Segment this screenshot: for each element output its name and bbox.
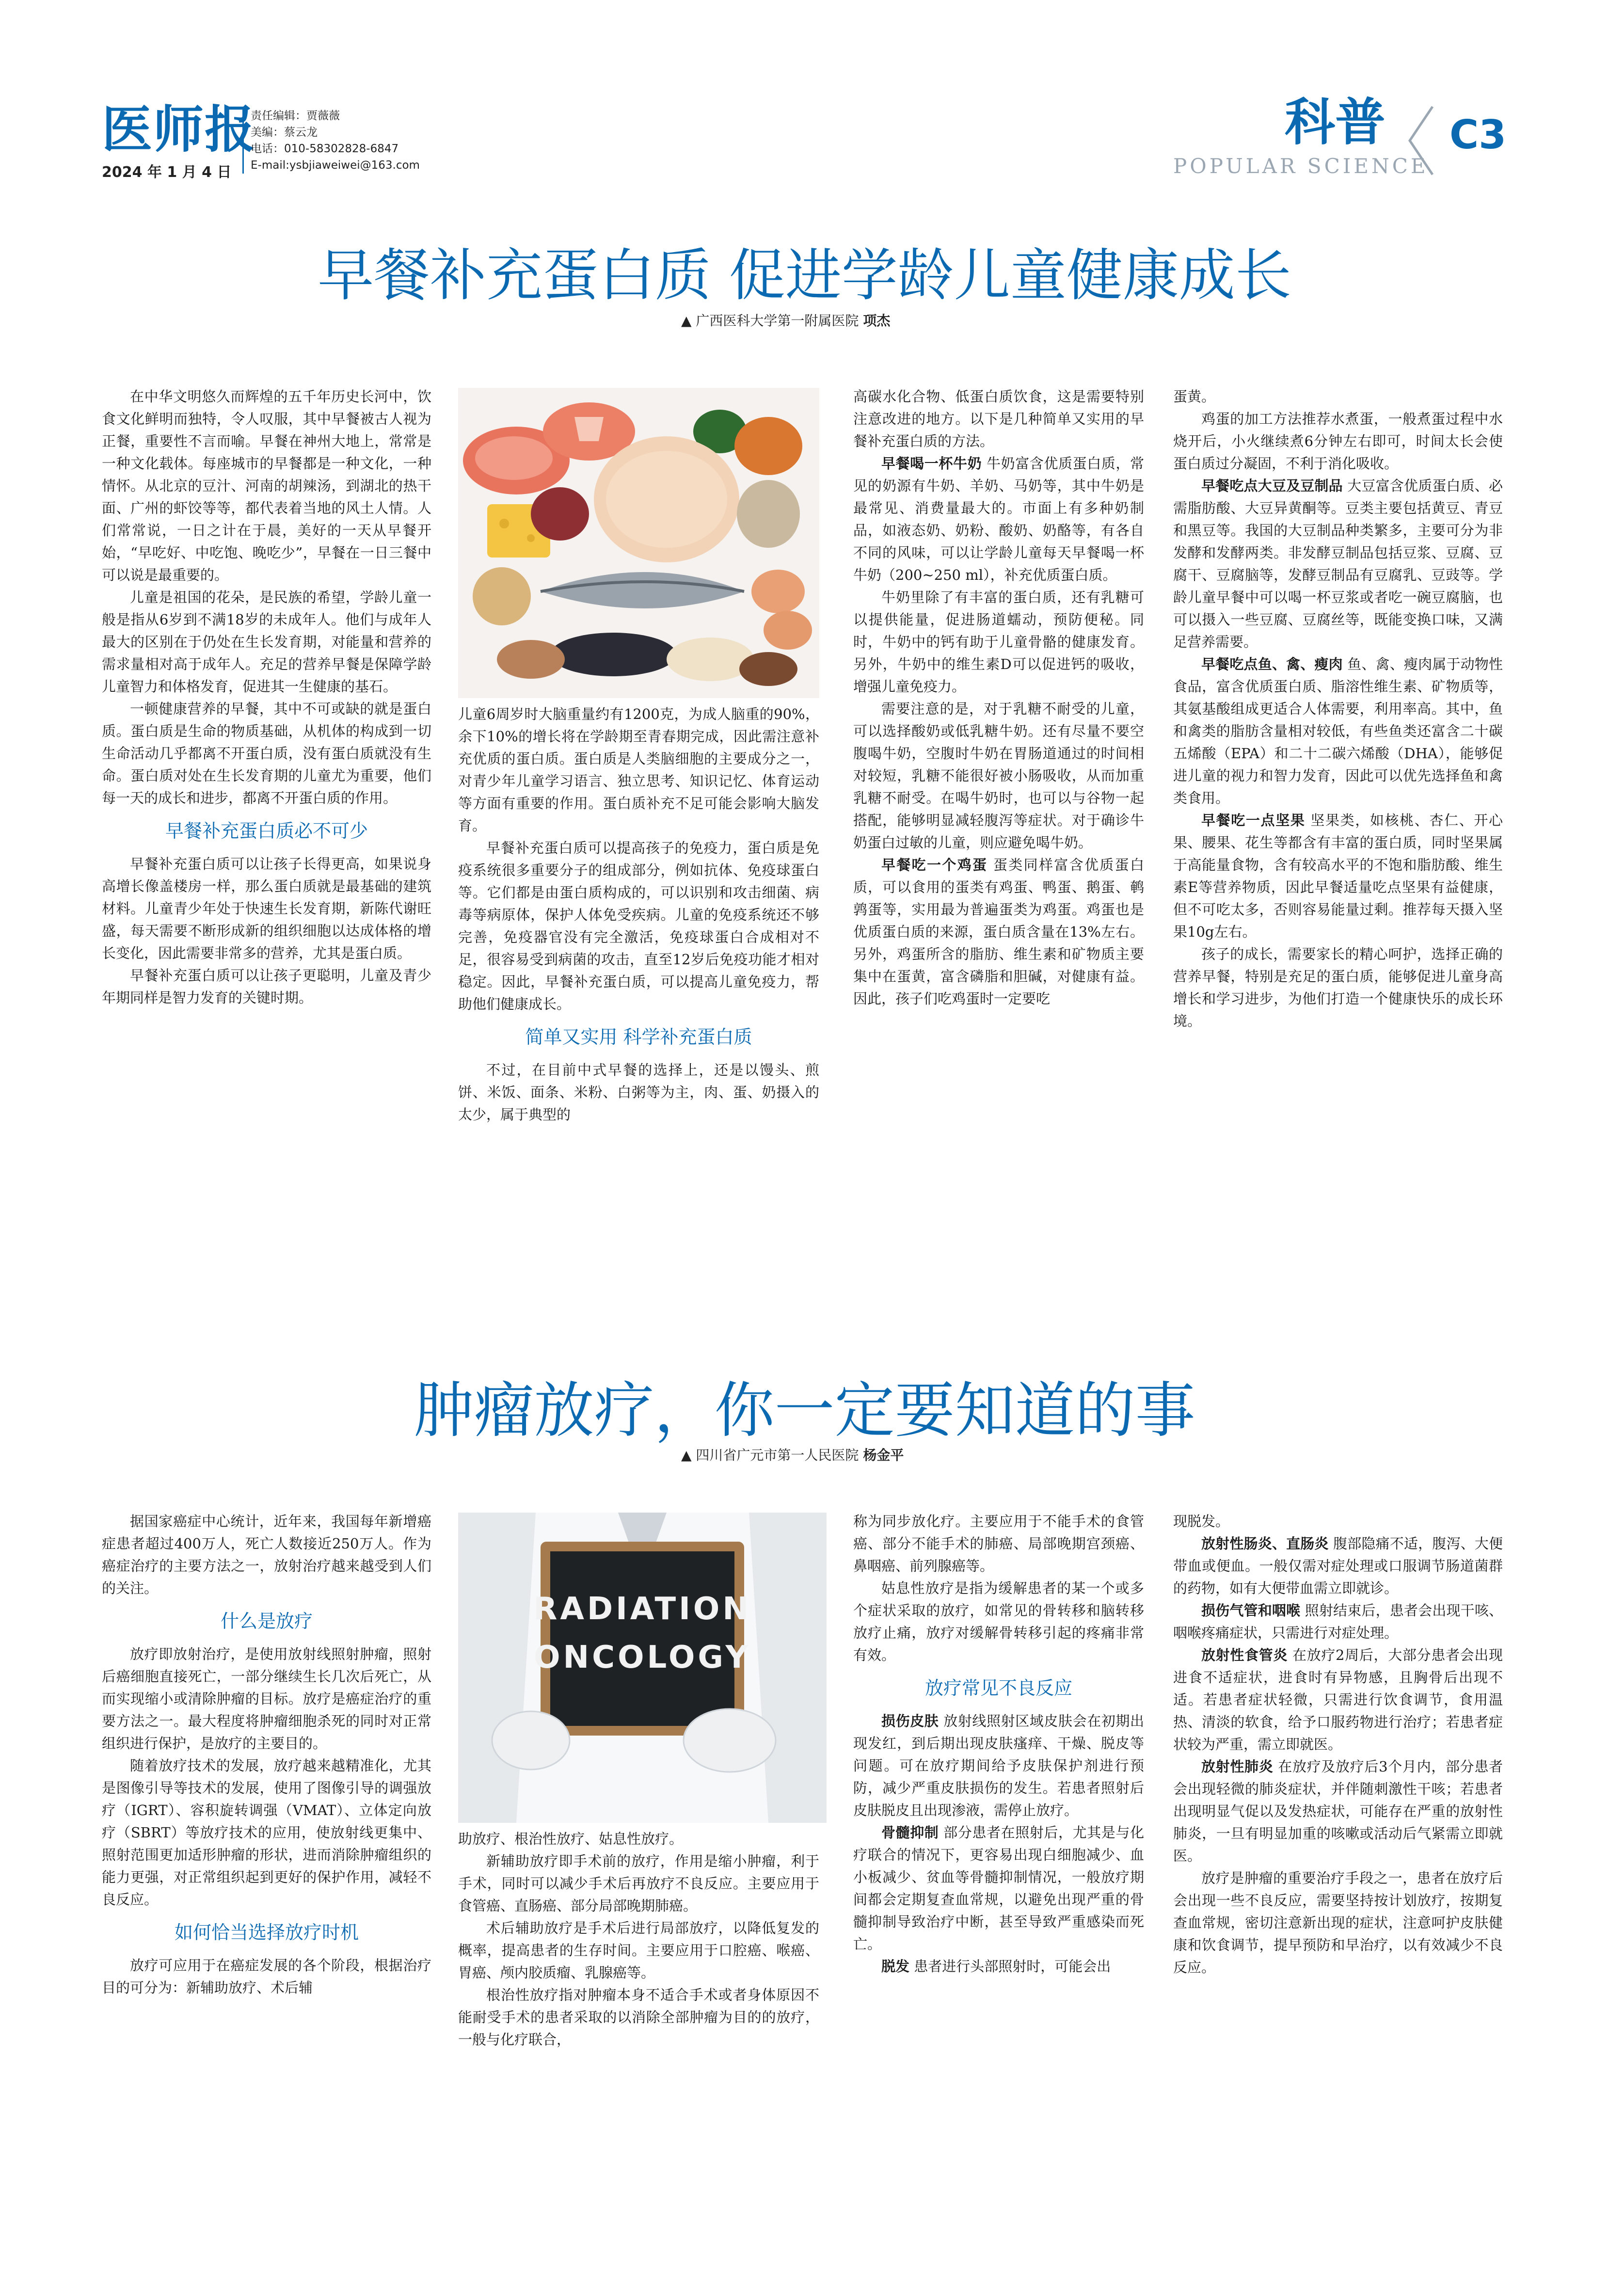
- paragraph: 不过，在目前中式早餐的选择上，还是以馒头、煎饼、米饭、面条、米粉、白粥等为主，肉、蛋、奶摄入的太少，属于典型的: [458, 1062, 819, 1123]
- article2-byline-org: ▲ 四川省广元市第一人民医院: [681, 1447, 859, 1463]
- meat-text: 鱼、禽、瘦肉属于动物性食品，富含优质蛋白质、脂溶性维生素、矿物质等，其氨基酸组成更适合人体需要，利用率高。其中，鱼和禽类的脂肪含量相对较低，有些鱼类还富含二十碳五烯酸（EPA）和二十二碳六烯酸（DHA），能够促进儿童的视力和智力发育，因此可以优先选择鱼和禽类食用。: [1173, 656, 1503, 806]
- paragraph: [853, 1710, 1144, 1821]
- paragraph: 一顿健康营养的早餐，其中不可或缺的就是蛋白质。蛋白质是生命的物质基础，从机体的构成到一切生命活动几乎都离不开蛋白质，没有蛋白质就没有生命。蛋白质对处在生长发育期的儿童尤为重要，他们每一天的成长和进步，都离不开蛋白质的作用。: [102, 701, 431, 806]
- article1-byline-org: ▲ 广西医科大学第一附属医院: [681, 313, 859, 329]
- paragraph: 孩子的成长，需要家长的精心呵护，选择正确的营养早餐，特别是充足的蛋白质，能够促进儿童身高增长和学习进步，为他们打造一个健康快乐的成长环境。: [1173, 946, 1503, 1029]
- article2-title: 肿瘤放疗，你一定要知道的事: [414, 1376, 1195, 1446]
- paragraph: [1173, 1532, 1503, 1599]
- skin-heading: 损伤皮肤: [881, 1713, 939, 1729]
- article2-byline: [681, 1445, 904, 1464]
- nut-text: 坚果类，如核桃、杏仁、开心果、腰果、花生等都含有丰富的蛋白质，同时坚果属于高能量食物，含有较高水平的不饱和脂肪酸、维生素E等营养物质，因此早餐适量吃点坚果有益健康，但不可吃太多，否则容易能量过剩。推荐每天摄入坚果10g左右。: [1173, 812, 1503, 940]
- paragraph: 新辅助放疗即手术前的放疗，作用是缩小肿瘤，利于手术，同时可以减少手术后再放疗不良反应。主要应用于食管癌、直肠癌、部分局部晚期肺癌。: [458, 1853, 819, 1914]
- paragraph: 放疗可应用于在癌症发展的各个阶段，根据治疗目的可分为：新辅助放疗、术后辅: [102, 1957, 431, 1996]
- paragraph: 牛奶里除了有丰富的蛋白质，还有乳糖可以提供能量，促进肠道蠕动，预防便秘。同时，牛奶中的钙有助于儿童骨骼的健康发育。另外，牛奶中的维生素D可以促进钙的吸收，增强儿童免疫力。: [853, 589, 1144, 695]
- pneumonitis-text: 在放疗及放疗后3个月内，部分患者会出现轻微的肺炎症状，并伴随刺激性干咳；若患者出现明显气促以及发热症状，可能存在严重的放射性肺炎，一旦有明显加重的咳嗽或活动后气紧需立即就医。: [1173, 1758, 1503, 1864]
- paragraph: [853, 1821, 1144, 1955]
- paragraph: 现脱发。: [1173, 1513, 1230, 1530]
- esophagitis-text: 在放疗2周后，大部分患者会出现进食不适症状，进食时有异物感，且胸骨后出现不适。若患者症状轻微，只需进行饮食调节，食用温热、清淡的软食，给予口服药物进行治疗；若患者症状较为严重，需立即就医。: [1173, 1647, 1503, 1753]
- article2-column-1: [102, 1510, 431, 1999]
- article1-title: 早餐补充蛋白质 促进学龄儿童健康成长: [318, 243, 1291, 308]
- paragraph: [1173, 475, 1503, 653]
- section-title: 科普: [1285, 93, 1386, 152]
- article2-column-2: [458, 1828, 819, 2051]
- paragraph: 随着放疗技术的发展，放疗越来越精准化，尤其是图像引导等技术的发展，使用了图像引导的调强放疗（IGRT）、容积旋转调强（VMAT）、立体定向放疗（SBRT）等放疗技术的应用，使放射线更集中、照射范围更加适形肿瘤的形状，进而消除肿瘤组织的能力更强，对正常组织起到更好的保护作用，减轻不良反应。: [102, 1757, 431, 1908]
- article2-column-4: [1173, 1510, 1503, 1978]
- paragraph: 放疗是肿瘤的重要治疗手段之一，患者在放疗后会出现一些不良反应，需要坚持按计划放疗，按期复查血常规，密切注意新出现的症状，注意呵护皮肤健康和饮食调节，提早预防和早治疗，以有效减少不良反应。: [1173, 1870, 1503, 1976]
- paragraph: [853, 452, 1144, 586]
- paragraph: 助放疗、根治性放疗、姑息性放疗。: [458, 1831, 684, 1847]
- article1-column-2: [458, 703, 819, 1126]
- paragraph: 早餐补充蛋白质可以提高孩子的免疫力，蛋白质是免疫系统很多重要分子的组成部分，例如抗体、免疫球蛋白等。它们都是由蛋白质构成的，可以识别和攻击细菌、病毒等病原体，保护人体免受疾病。儿童的免疫系统还不够完善，免疫器官没有完全激活，免疫球蛋白合成相对不足，很容易受到病菌的攻击，直至12岁后免疫功能才相对稳定。因此，早餐补充蛋白质，可以提高儿童免疫力，帮助他们健康成长。: [458, 840, 819, 1012]
- editor-phone: 电话：010-58302828-6847: [251, 143, 399, 155]
- paragraph: 早餐补充蛋白质可以让孩子更聪明，儿童及青少年期同样是智力发育的关键时期。: [102, 967, 431, 1006]
- paragraph: [1173, 809, 1503, 943]
- paragraph: 儿童是祖国的花朵，是民族的希望，学龄儿童一般是指从6岁到不满18岁的未成年人。他们与成年人最大的区别在于仍处在生长发育期，对能量和营养的需求量相对高于成年人。充足的营养早餐是保障学龄儿童智力和体格发育，促进其一生健康的基石。: [102, 589, 431, 695]
- hair-heading: 脱发: [881, 1958, 910, 1975]
- paragraph: [1173, 653, 1503, 809]
- throat-heading: 损伤气管和咽喉: [1201, 1602, 1301, 1619]
- subheading: 放疗常见不良反应: [924, 1677, 1072, 1699]
- subheading: 什么是放疗: [220, 1610, 313, 1632]
- article1-byline: [681, 310, 890, 330]
- milk-heading: 早餐喝一杯牛奶: [881, 455, 982, 472]
- paragraph: 早餐补充蛋白质可以让孩子长得更高，如果说身高增长像盖楼房一样，那么蛋白质就是最基础的建筑材料。儿童青少年处于快速生长发育期，新陈代谢旺盛，每天需要不断形成新的组织细胞以达成体格的增长变化，因此需要非常多的营养，尤其是蛋白质。: [102, 856, 431, 961]
- nut-heading: 早餐吃一点坚果: [1201, 812, 1306, 829]
- paragraph: 称为同步放化疗。主要应用于不能手术的食管癌、部分不能手术的肺癌、局部晚期宫颈癌、鼻咽癌、前列腺癌等。: [853, 1513, 1144, 1574]
- soy-heading: 早餐吃点大豆及豆制品: [1201, 478, 1343, 494]
- meat-heading: 早餐吃点鱼、禽、瘦肉: [1201, 656, 1343, 672]
- board-line-2: ONCOLOGY: [534, 1640, 751, 1675]
- skin-text: 放射线照射区域皮肤会在初期出现发红，到后期出现皮肤瘙痒、干燥、脱皮等问题。可在放疗期间给予皮肤保护剂进行预防，减少严重皮肤损伤的发生。若患者照射后皮肤脱皮且出现渗液，需停止放疗。: [853, 1713, 1144, 1818]
- marrow-text: 部分患者在照射后，尤其是与化疗联合的情况下，更容易出现白细胞减少、血小板减少、贫血等骨髓抑制情况，一般放疗期间都会定期复查血常规，以避免出现严重的骨髓抑制导致治疗中断，甚至导致严重感染而死亡。: [853, 1824, 1144, 1952]
- paragraph: 儿童6周岁时大脑重量约有1200克，为成人脑重的90%，余下10%的增长将在学龄期至青春期完成，因此需注意补充优质的蛋白质。蛋白质是人类脑细胞的主要成分之一，对青少年儿童学习语言、独立思考、知识记忆、体育运动等方面有重要的作用。蛋白质补充不足可能会影响大脑发育。: [458, 706, 819, 834]
- article1-byline-author: 项杰: [863, 313, 891, 329]
- board-line-1: RADIATION: [533, 1591, 751, 1627]
- throat-text: 照射结束后，患者会出现干咳、咽喉疼痛症状，只需进行对症处理。: [1173, 1602, 1503, 1641]
- subheading: 简单又实用 科学补充蛋白质: [525, 1026, 752, 1048]
- paragraph: 蛋黄。: [1173, 388, 1216, 405]
- bowel-heading: 放射性肠炎、直肠炎: [1201, 1535, 1329, 1552]
- radiation-oncology-image: [458, 1513, 827, 1823]
- article1-column-4: [1173, 385, 1503, 1032]
- article2-byline-author: 杨金平: [863, 1447, 904, 1463]
- article2-column-3: [853, 1510, 1144, 1977]
- paragraph: [1173, 1599, 1503, 1644]
- paragraph: [853, 1955, 1144, 1977]
- hair-text: 患者进行头部照射时，可能会出: [914, 1958, 1111, 1975]
- bowel-text: 腹部隐痛不适，腹泻、大便带血或便血。一般仅需对症处理或口服调节肠道菌群的药物，如有大便带血需立即就诊。: [1173, 1535, 1503, 1596]
- section-subtitle: POPULAR SCIENCE: [1173, 154, 1429, 178]
- paragraph: 需要注意的是，对于乳糖不耐受的儿童，可以选择酸奶或低乳糖牛奶。还有尽量不要空腹喝牛奶，空腹时牛奶在胃肠道通过的时间相对较短，乳糖不能很好被小肠吸收，从而加重乳糖不耐受。在喝牛奶时，也可以与谷物一起搭配，能够明显减轻腹泻等症状。对于确诊牛奶蛋白过敏的儿童，则应避免喝牛奶。: [853, 701, 1144, 851]
- milk-text: 牛奶富含优质蛋白质，常见的奶源有牛奶、羊奶、马奶等，其中牛奶是最常见、消费量最大的。市面上有多种奶制品，如液态奶、奶粉、酸奶、奶酪等，有各自不同的风味，可以让学龄儿童每天早餐喝一杯牛奶（200~250 ml），补充优质蛋白质。: [853, 455, 1144, 583]
- page-number: C3: [1450, 112, 1507, 158]
- soy-text: 大豆富含优质蛋白质、必需脂肪酸、大豆异黄酮等。豆类主要包括黄豆、青豆和黑豆等。我国的大豆制品种类繁多，主要可分为非发酵和发酵两类。非发酵豆制品包括豆浆、豆腐、豆腐干、豆腐脑等，发酵豆制品有豆腐乳、豆豉等。学龄儿童早餐中可以喝一杯豆浆或者吃一碗豆腐脑，也可以摄入一些豆腐、豆腐丝等，既能变换口味，又满足营养需要。: [1173, 478, 1503, 650]
- newspaper-logo: 医师报: [102, 100, 256, 159]
- editor-name: 责任编辑：贾薇薇: [251, 110, 340, 122]
- paragraph: 放疗即放射治疗，是使用放射线照射肿瘤，照射后癌细胞直接死亡，一部分继续生长几次后死亡，从而实现缩小或清除肿瘤的目标。放疗是癌症治疗的重要方法之一。最大程度将肿瘤细胞杀死的同时对正常组织进行保护，是放疗的主要目的。: [102, 1646, 431, 1752]
- paragraph: 根治性放疗指对肿瘤本身不适合手术或者身体原因不能耐受手术的患者采取的以消除全部肿瘤为目的的放疗，一般与化疗联合，: [458, 1987, 819, 2048]
- paragraph: 术后辅助放疗是手术后进行局部放疗，以降低复发的概率，提高患者的生存时间。主要应用于口腔癌、喉癌、胃癌、颅内胶质瘤、乳腺癌等。: [458, 1920, 819, 1981]
- egg-heading: 早餐吃一个鸡蛋: [881, 857, 988, 873]
- issue-date: 2024 年 1 月 4 日: [102, 164, 232, 181]
- article1-column-1: [102, 385, 431, 1009]
- subheading: 早餐补充蛋白质必不可少: [165, 820, 368, 842]
- paragraph: 姑息性放疗是指为缓解患者的某一个或多个症状采取的放疗，如常见的骨转移和脑转移放疗止痛，放疗对缓解骨转移引起的疼痛非常有效。: [853, 1580, 1144, 1663]
- paragraph: 在中华文明悠久而辉煌的五千年历史长河中，饮食文化鲜明而独特，令人叹服，其中早餐被古人视为正餐，重要性不言而喻。早餐在神州大地上，常常是一种文化载体。每座城市的早餐都是一种文化，一种情怀。从北京的豆汁、河南的胡辣汤，到湖北的热干面、广州的虾饺等等，都代表着当地的风土人情。人们常常说，一日之计在于晨，美好的一天从早餐开始，“早吃好、中吃饱、晚吃少”，早餐在一日三餐中可以说是最重要的。: [102, 388, 431, 583]
- marrow-heading: 骨髓抑制: [881, 1824, 939, 1841]
- egg-text: 蛋类同样富含优质蛋白质，可以食用的蛋类有鸡蛋、鸭蛋、鹅蛋、鹌鹑蛋等，实用最为普遍蛋类为鸡蛋。鸡蛋也是优质蛋白质的来源，蛋白质含量在13%左右。另外，鸡蛋所含的脂肪、维生素和矿物质主要集中在蛋黄，富含磷脂和胆碱，对健康有益。因此，孩子们吃鸡蛋时一定要吃: [853, 857, 1144, 1007]
- pneumonitis-heading: 放射性肺炎: [1201, 1758, 1274, 1775]
- paragraph: 据国家癌症中心统计，近年来，我国每年新增癌症患者超过400万人，死亡人数接近250万人。作为癌症治疗的主要方法之一，放射治疗越来越受到人们的关注。: [102, 1513, 431, 1596]
- paragraph: [1173, 1755, 1503, 1867]
- editor-email: E-mail:ysbjiaweiwei@163.com: [251, 159, 420, 172]
- paragraph: 高碳水化合物、低蛋白质饮食，这是需要特别注意改进的地方。以下是几种简单又实用的早餐补充蛋白质的方法。: [853, 388, 1144, 449]
- paragraph: [853, 854, 1144, 1010]
- editor-info: [242, 108, 420, 174]
- article1-column-3: [853, 385, 1144, 1010]
- esophagitis-heading: 放射性食管炎: [1201, 1647, 1288, 1663]
- food-protein-image: [458, 388, 819, 698]
- paragraph: [1173, 1644, 1503, 1755]
- art-editor-name: 美编：蔡云龙: [251, 126, 318, 139]
- paragraph: 鸡蛋的加工方法推荐水煮蛋，一般煮蛋过程中水烧开后，小火继续煮6分钟左右即可，时间太长会使蛋白质过分凝固，不利于消化吸收。: [1173, 411, 1503, 472]
- subheading: 如何恰当选择放疗时机: [174, 1922, 359, 1943]
